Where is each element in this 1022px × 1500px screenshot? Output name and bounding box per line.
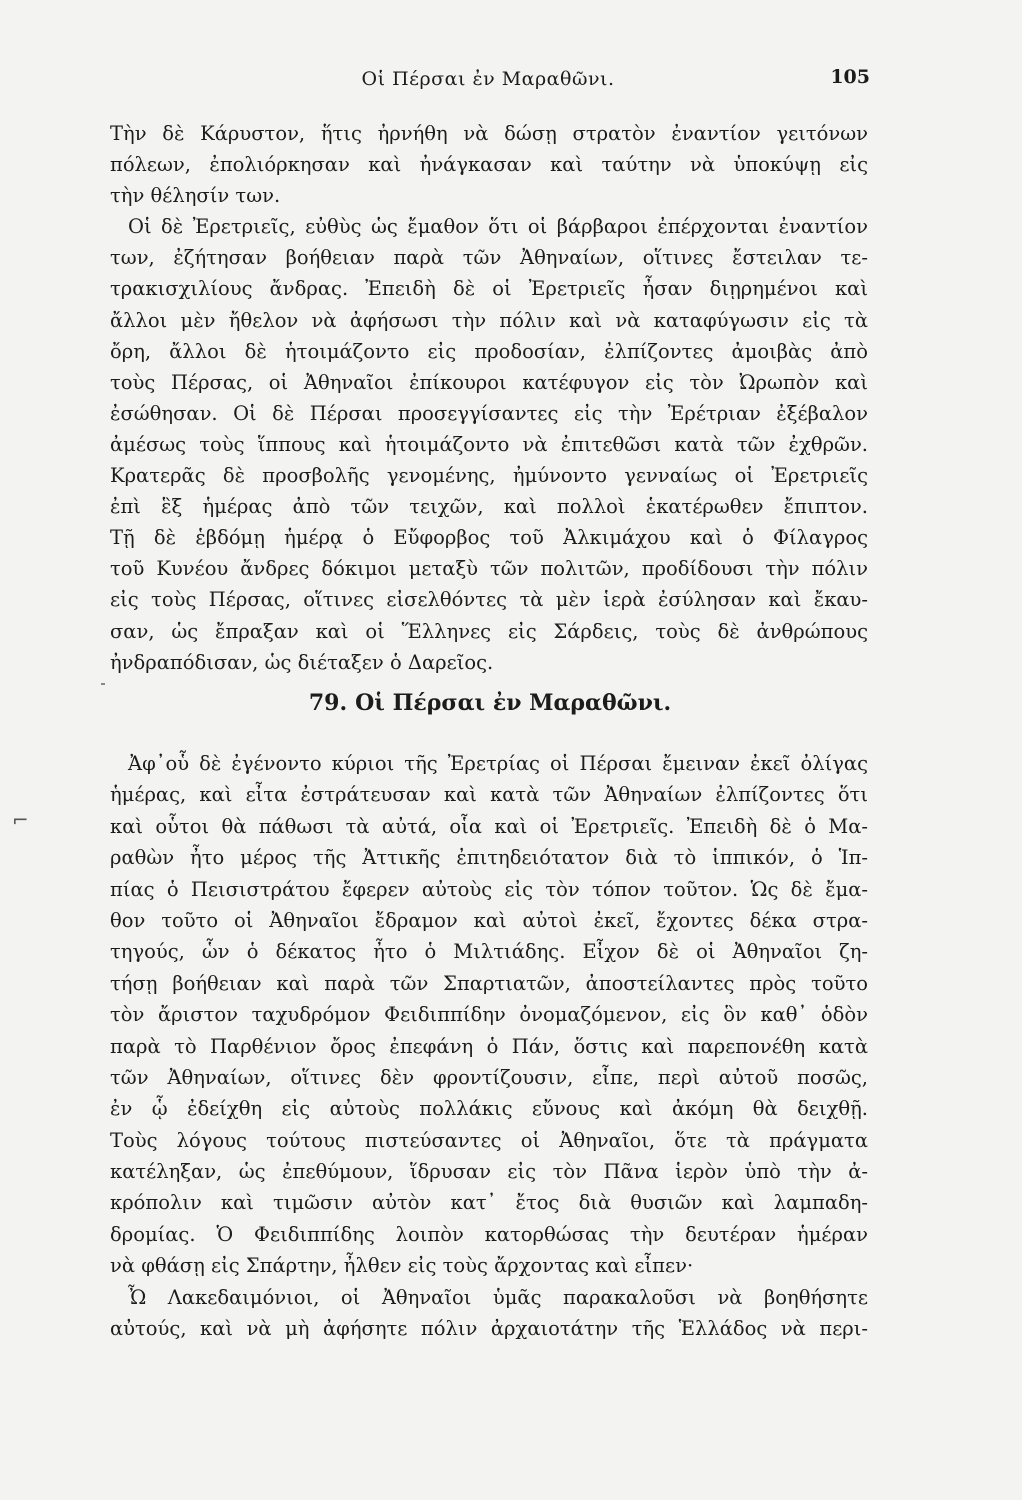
text-line: τηγούς, ὧν ὁ δέκατος ἦτο ὁ Μιλτιάδης. Εἶχον δὲ οἱ Ἀθηναῖοι ζη- (110, 940, 868, 964)
text-line: τῶν Ἀθηναίων, οἵτινες δὲν φροντίζουσιν, εἶπε, περὶ αὐτοῦ ποσῶς, (110, 1065, 868, 1089)
text-line: Οἱ δὲ Ἐρετριεῖς, εὐθὺς ὡς ἔμαθον ὅτι οἱ βάρβαροι ἐπέρχονται ἐναντίον (128, 215, 868, 239)
text-line: τρακισχιλίους ἄνδρας. Ἐπειδὴ δὲ οἱ Ἐρετριεῖς ἦσαν διῃρημένοι καὶ (110, 277, 868, 301)
text-line: τήσῃ βοήθειαν καὶ παρὰ τῶν Σπαρτιατῶν, ἀποστείλαντες πρὸς τοῦτο (110, 971, 868, 995)
text-line: ἐν ᾧ ἐδείχθη εἰς αὐτοὺς πολλάκις εὔνους καὶ ἀκόμη θὰ δειχθῇ. (110, 1097, 868, 1121)
text-line: Κρατερᾶς δὲ προσβολῆς γενομένης, ἠμύνοντο γενναίως οἱ Ἐρετριεῖς (110, 464, 868, 488)
text-line: πόλεων, ἐπολιόρκησαν καὶ ἠνάγκασαν καὶ ταύτην νὰ ὑποκύψῃ εἰς (110, 153, 868, 177)
text-line: ἠνδραπόδισαν, ὡς διέταξεν ὁ Δαρεῖος. (110, 650, 494, 674)
text-line: Τοὺς λόγους τούτους πιστεύσαντες οἱ Ἀθηναῖοι, ὅτε τὰ πράγματα (110, 1128, 868, 1152)
text-line: Τῇ δὲ ἑβδόμῃ ἡμέρᾳ ὁ Εὔφορβος τοῦ Ἀλκιμάχου καὶ ὁ Φίλαγρος (110, 526, 868, 550)
text-line: αὐτούς, καὶ νὰ μὴ ἀφήσητε πόλιν ἀρχαιοτάτην τῆς Ἑλλάδος νὰ περι- (110, 1317, 868, 1341)
section-number: 79. (308, 690, 348, 716)
text-line: νὰ φθάσῃ εἰς Σπάρτην, ἦλθεν εἰς τοὺς ἄρχοντας καὶ εἶπεν· (110, 1254, 694, 1278)
text-line: τὴν θέλησίν των. (110, 184, 281, 208)
page-number: 105 (830, 66, 870, 88)
text-line: ραθὼν ἦτο μέρος τῆς Ἀττικῆς ἐπιτηδειότατον διὰ τὸ ἱππικόν, ὁ Ἱπ- (110, 846, 868, 870)
print-speck (101, 683, 105, 685)
text-line: Ἀφ᾽οὗ δὲ ἐγένοντο κύριοι τῆς Ἐρετρίας οἱ Πέρσαι ἔμειναν ἐκεῖ ὀλίγας (128, 752, 868, 775)
text-line: κρόπολιν καὶ τιμῶσιν αὐτὸν κατ᾽ ἔτος διὰ θυσιῶν καὶ λαμπαδη- (110, 1191, 868, 1215)
paragraph-1 (110, 118, 868, 678)
text-line: πίας ὁ Πεισιστράτου ἔφερεν αὐτοὺς εἰς τὸν τόπον τοῦτον. Ὡς δὲ ἔμα- (110, 877, 868, 901)
text-line: εἰς τοὺς Πέρσας, οἵτινες εἰσελθόντες τὰ μὲν ἱερὰ ἐσύλησαν καὶ ἔκαυ- (110, 588, 868, 612)
text-line: ἄλλοι μὲν ἤθελον νὰ ἀφήσωσι τὴν πόλιν καὶ νὰ καταφύγωσιν εἰς τὰ (110, 308, 868, 332)
text-line: ὄρη, ἄλλοι δὲ ἡτοιμάζοντο εἰς προδοσίαν, ἐλπίζοντες ἀμοιβὰς ἀπὸ (110, 339, 868, 363)
text-line: τὸν ἄριστον ταχυδρόμον Φειδιππίδην ὀνομαζόμενον, εἰς ὃν καθ᾽ ὁδὸν (110, 1003, 868, 1027)
text-line: θον τοῦτο οἱ Ἀθηναῖοι ἔδραμον καὶ αὐτοὶ ἐκεῖ, ἔχοντες δέκα στρα- (110, 908, 868, 932)
running-title: Οἱ Πέρσαι ἐν Μαραθῶνι. (361, 68, 615, 90)
text-line: καὶ οὗτοι θὰ πάθωσι τὰ αὐτά, οἷα καὶ οἱ Ἐρετριεῖς. Ἐπειδὴ δὲ ὁ Μα- (110, 814, 868, 838)
text-line: παρὰ τὸ Παρθένιον ὄρος ἐπεφάνη ὁ Πάν, ὅστις καὶ παρεπονέθη κατὰ (110, 1034, 868, 1058)
margin-mark: ⌐ (12, 808, 29, 832)
text-line: ἀμέσως τοὺς ἵππους καὶ ἡτοιμάζοντο νὰ ἐπιτεθῶσι κατὰ τῶν ἐχθρῶν. (110, 432, 868, 456)
text-line: ἐπὶ ἓξ ἡμέρας ἀπὸ τῶν τειχῶν, καὶ πολλοὶ ἑκατέρωθεν ἔπιπτον. (110, 495, 868, 519)
text-line: τοῦ Κυνέου ἄνδρες δόκιμοι μεταξὺ τῶν πολιτῶν, προδίδουσι τὴν πόλιν (110, 557, 868, 581)
text-line: Τὴν δὲ Κάρυστον, ἥτις ἠρνήθη νὰ δώσῃ στρατὸν ἐναντίον γειτόνων (110, 122, 868, 145)
text-line: Ὦ Λακεδαιμόνιοι, οἱ Ἀθηναῖοι ὑμᾶς παρακαλοῦσι νὰ βοηθήσητε (128, 1285, 868, 1309)
text-line: κατέληξαν, ὡς ἐπεθύμουν, ἵδρυσαν εἰς τὸν Πᾶνα ἱερὸν ὑπὸ τὴν ἀ- (110, 1160, 868, 1184)
section-heading (110, 690, 870, 716)
text-line: τοὺς Πέρσας, οἱ Ἀθηναῖοι ἐπίκουροι κατέφυγον εἰς τὸν Ὠρωπὸν καὶ (110, 370, 868, 394)
paragraph-2 (110, 748, 868, 1344)
section-title: Οἱ Πέρσαι ἐν Μαραθῶνι. (355, 690, 672, 716)
text-line: ἡμέρας, καὶ εἶτα ἐστράτευσαν καὶ κατὰ τῶν Ἀθηναίων ἐλπίζοντες ὅτι (110, 783, 868, 807)
text-line: ἐσώθησαν. Οἱ δὲ Πέρσαι προσεγγίσαντες εἰς τὴν Ἐρέτριαν ἐξέβαλον (110, 401, 868, 425)
text-line: δρομίας. Ὁ Φειδιππίδης λοιπὸν κατορθώσας τὴν δευτέραν ἡμέραν (110, 1222, 868, 1246)
text-line: των, ἐζήτησαν βοήθειαν παρὰ τῶν Ἀθηναίων, οἵτινες ἔστειλαν τε- (110, 246, 868, 270)
text-line: σαν, ὡς ἔπραξαν καὶ οἱ Ἕλληνες εἰς Σάρδεις, τοὺς δὲ ἀνθρώπους (110, 619, 868, 643)
